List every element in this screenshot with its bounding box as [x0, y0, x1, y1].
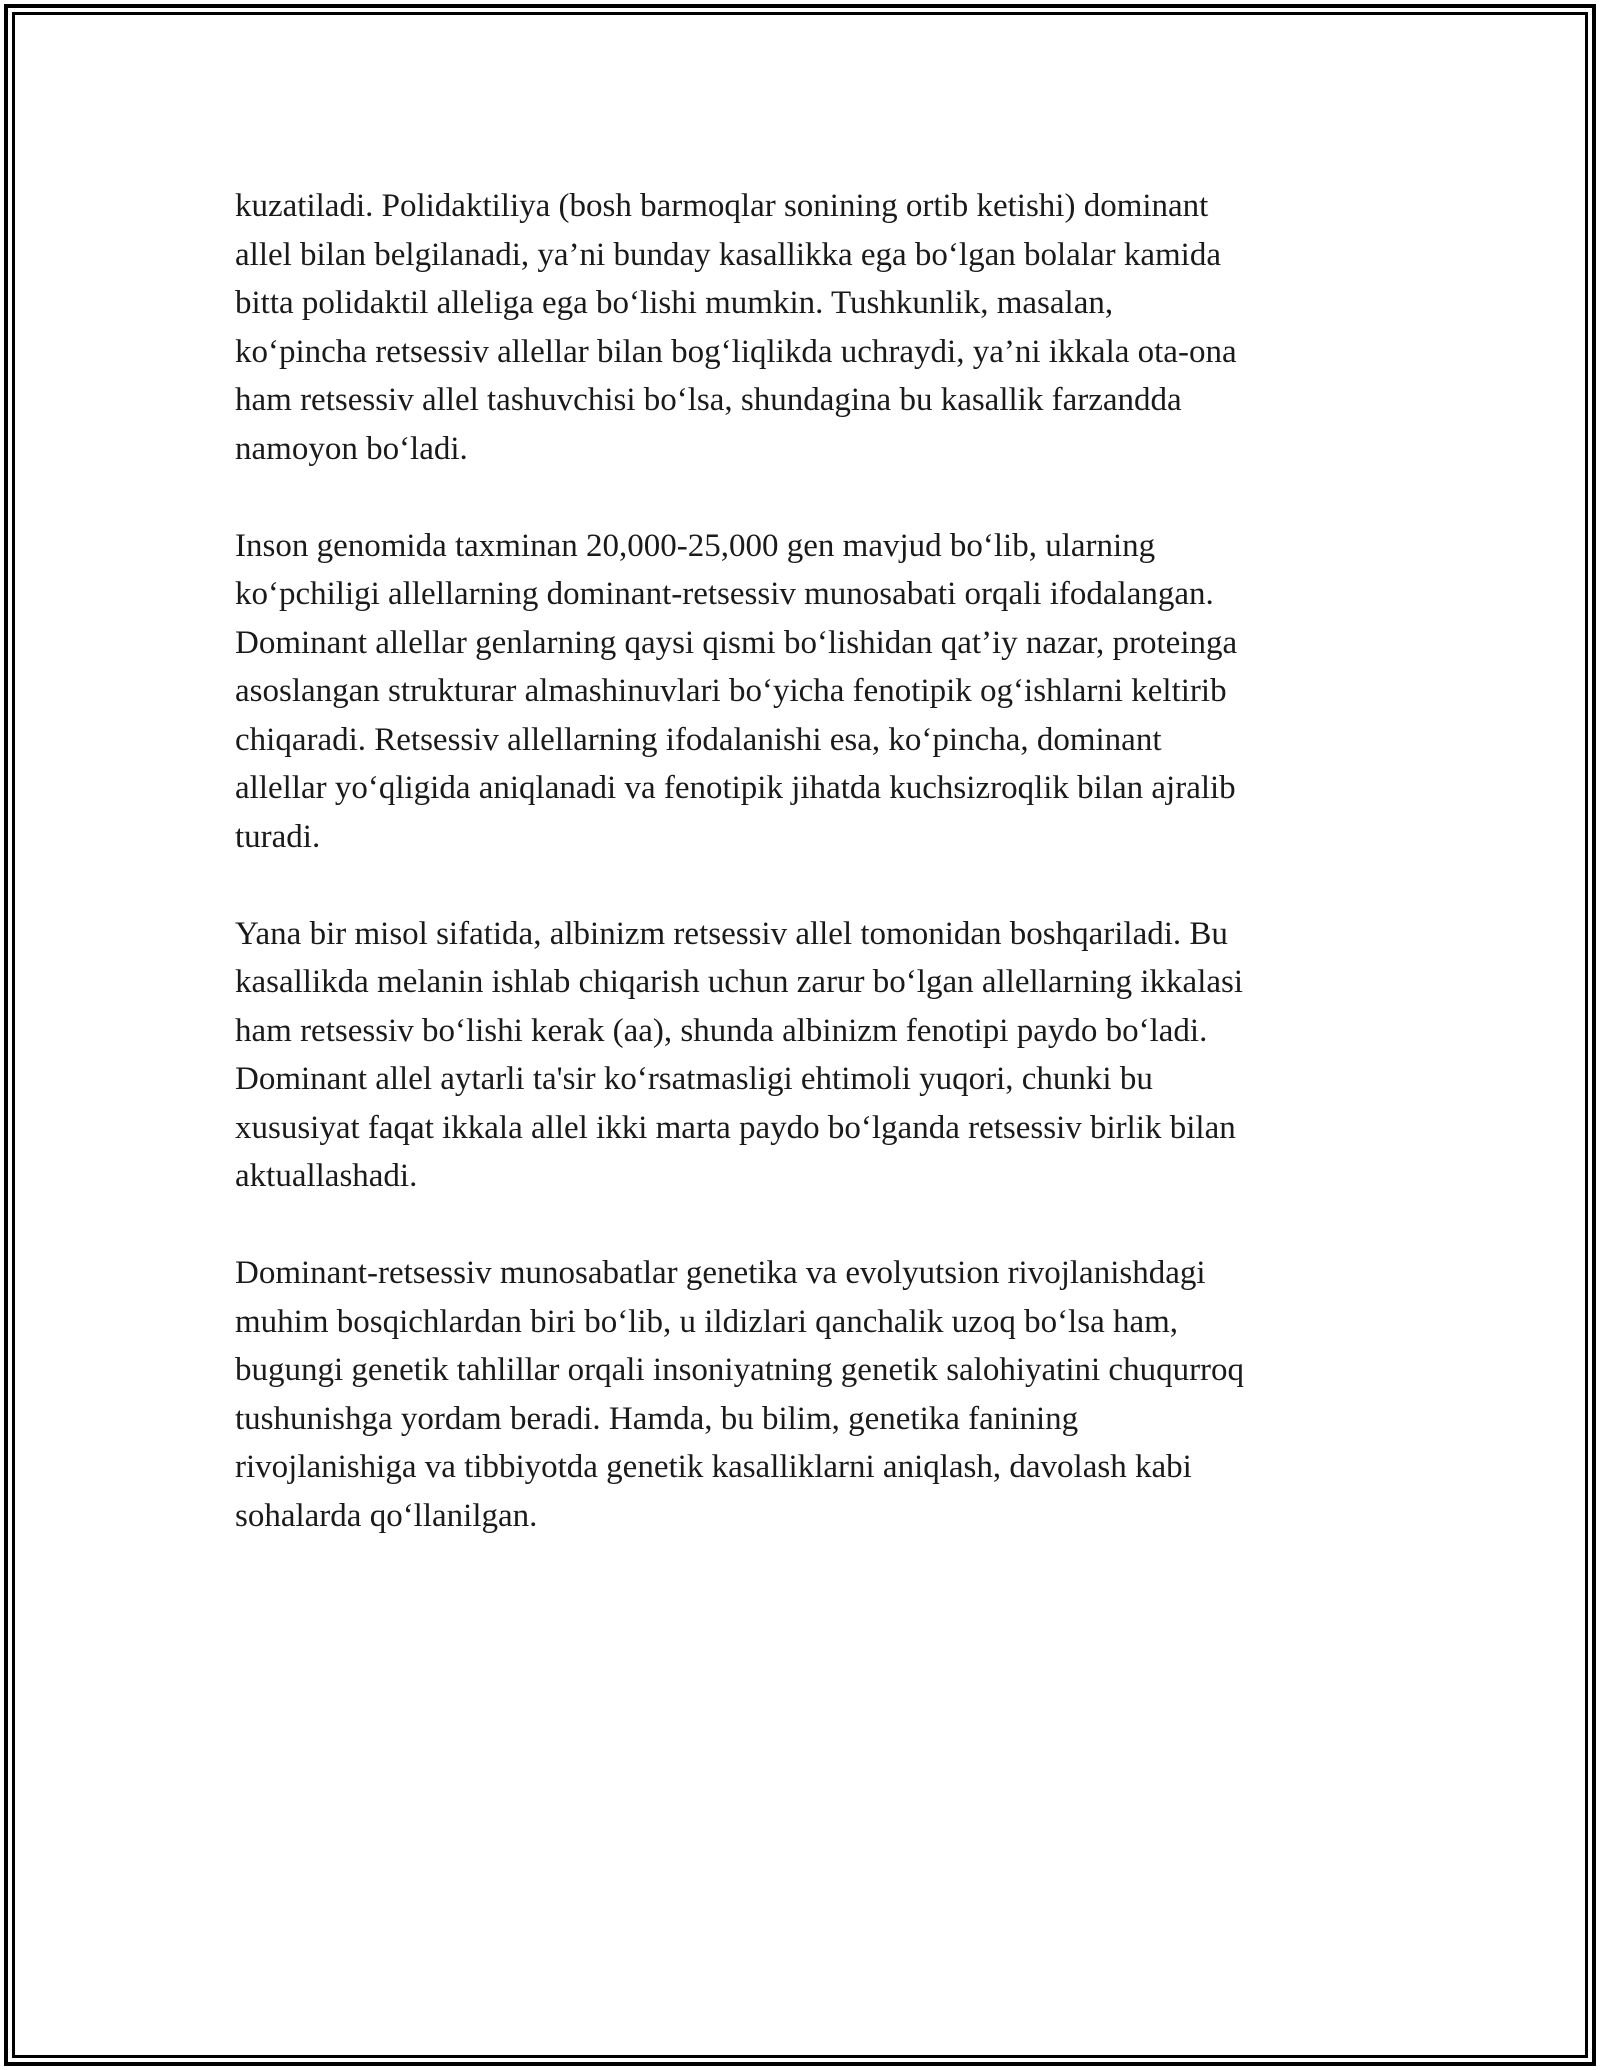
text-line: allellar yo‘qligida aniqlanadi va fenotipik jihatda kuchsizroqlik bilan ajralib	[235, 770, 1236, 806]
text-line: bugungi genetik tahlillar orqali insoniyatning genetik salohiyatini chuqurroq	[235, 1352, 1245, 1388]
text-line: Dominant allel aytarli ta'sir ko‘rsatmasligi ehtimoli yuqori, chunki bu	[235, 1061, 1153, 1097]
text-line: Inson genomida taxminan 20,000-25,000 gen mavjud bo‘lib, ularning	[235, 527, 1156, 564]
text-line: kasallikda melanin ishlab chiqarish uchun zarur bo‘lgan allellarning ikkalasi	[235, 964, 1244, 1000]
paragraph-polydactyly	[235, 182, 1365, 473]
paragraph-conclusion	[235, 1249, 1365, 1540]
text-line: Dominant-retsessiv munosabatlar genetika va evolyutsion rivojlanishdagi	[235, 1255, 1206, 1291]
text-line: rivojlanishiga va tibbiyotda genetik kasalliklarni aniqlash, davolash kabi	[235, 1449, 1192, 1485]
text-line: namoyon bo‘ladi.	[235, 430, 468, 467]
text-line: Yana bir misol sifatida, albinizm retsessiv allel tomonidan boshqariladi. Bu	[235, 915, 1228, 952]
text-line: allel bilan belgilanadi, ya’ni bunday kasallikka ega bo‘lgan bolalar kamida	[235, 236, 1221, 273]
paragraph-human-genome	[235, 522, 1365, 862]
text-line: ham retsessiv allel tashuvchisi bo‘lsa, shundagina bu kasallik farzandda	[235, 382, 1182, 418]
text-line: Dominant allellar genlarning qaysi qismi bo‘lishidan qat’iy nazar, proteinga	[235, 624, 1238, 661]
text-line: bitta polidaktil alleliga ega bo‘lishi mumkin. Tushkunlik, masalan,	[235, 285, 1114, 321]
text-line: xususiyat faqat ikkala allel ikki marta paydo bo‘lganda retsessiv birlik bilan	[235, 1109, 1236, 1146]
text-line: aktuallashadi.	[235, 1158, 418, 1194]
text-line: kuzatiladi. Polidaktiliya (bosh barmoqlar sonining ortib ketishi) dominant	[235, 188, 1209, 224]
text-line: asoslangan strukturar almashinuvlari bo‘yicha fenotipik og‘ishlarni keltirib	[235, 673, 1227, 709]
text-line: turadi.	[235, 818, 321, 855]
text-line: chiqaradi. Retsessiv allellarning ifodalanishi esa, ko‘pincha, dominant	[235, 721, 1162, 758]
text-line: sohalarda qo‘llanilgan.	[235, 1497, 538, 1534]
text-line: muhim bosqichlardan biri bo‘lib, u ildizlari qanchalik uzoq bo‘lsa ham,	[235, 1303, 1179, 1340]
text-line: tushunishga yordam beradi. Hamda, bu bilim, genetika fanining	[235, 1400, 1079, 1437]
text-line: ham retsessiv bo‘lishi kerak (aa), shunda albinizm fenotipi paydo bo‘ladi.	[235, 1012, 1208, 1049]
text-line: ko‘pincha retsessiv allellar bilan bog‘liqlikda uchraydi, ya’ni ikkala ota-ona	[235, 333, 1237, 370]
document-body	[235, 182, 1365, 1589]
text-line: ko‘pchiligi allellarning dominant-retsessiv munosabati orqali ifodalangan.	[235, 576, 1214, 612]
paragraph-albinism	[235, 910, 1365, 1201]
